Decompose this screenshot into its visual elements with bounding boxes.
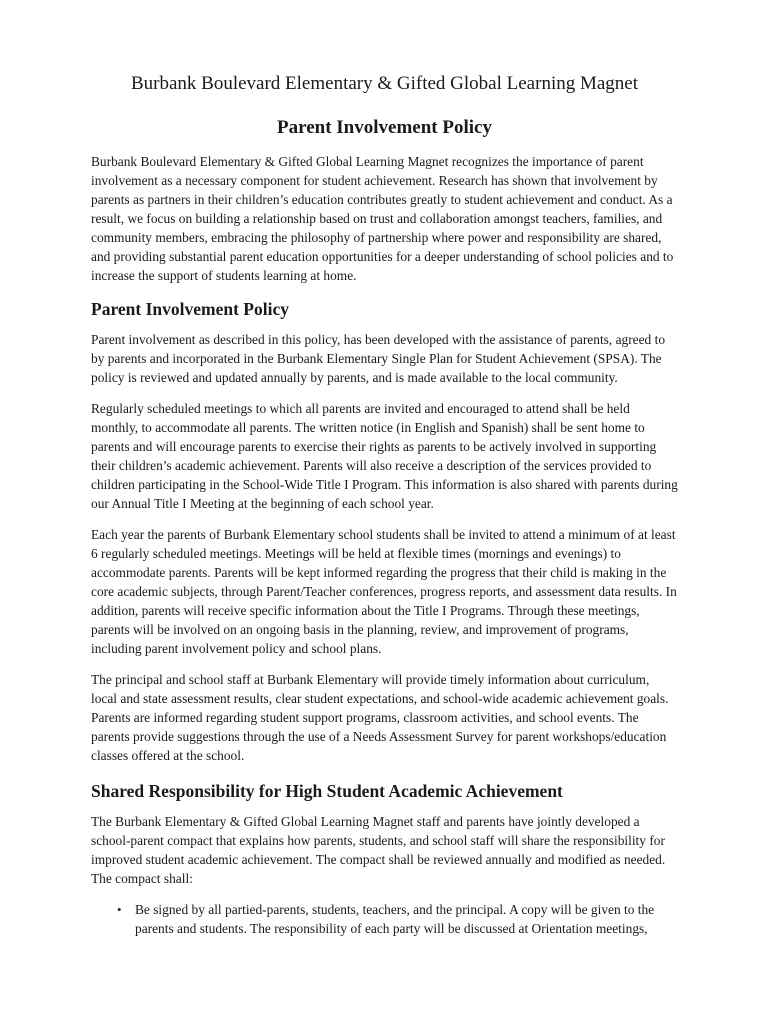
section-heading: Parent Involvement Policy xyxy=(91,299,289,319)
intro-paragraph: Burbank Boulevard Elementary & Gifted Global Learning Magnet recognizes the importance of parent involvement as a necessary component for student achievement. Research has shown that involvement by parents as partners in their children’s education contributes greatly to student achievement and conduct. As a result, we focus on building a relationship based on trust and collaboration amongst teachers, families, and community members, embracing the philosophy of partnership where power and responsibility are shared, and providing substantial parent education opportunities for a deeper understanding of school policies and to increase the support of students learning at home. xyxy=(91,154,674,283)
paragraph: Parent involvement as described in this policy, has been developed with the assistance of parents, agreed to by parents and incorporated in the Burbank Elementary Single Plan for Student Achievement (SPSA). The policy is reviewed and updated annually by parents, and is made available to the local community. xyxy=(91,332,666,385)
section-parent-involvement-policy xyxy=(91,297,678,765)
section-shared-responsibility xyxy=(91,779,678,938)
bullet-icon: • xyxy=(117,902,122,917)
paragraph: Each year the parents of Burbank Elementary school students shall be invited to attend a minimum of at least 6 regularly scheduled meetings. Meetings will be held at flexible times (mornings and evenings) to accommodate parents. Parents will be kept informed regarding the progress that their child is making in the core academic subjects, through Parent/Teacher conferences, progress reports, and assessment data results. In addition, parents will receive specific information about the Title I Programs. Through these meetings, parents will be involved on an ongoing basis in the planning, review, and improvement of programs, including parent involvement policy and school plans. xyxy=(91,527,677,656)
list-item xyxy=(91,900,678,938)
paragraph: The Burbank Elementary & Gifted Global Learning Magnet staff and parents have jointly developed a school-parent compact that explains how parents, students, and school staff will share the responsibility for improved student academic achievement. The compact shall be reviewed annually and modified as needed. The compact shall: xyxy=(91,814,666,886)
list-item-text: Be signed by all partied-parents, students, teachers, and the principal. A copy will be given to the parents and students. The responsibility of each party will be discussed at Orientation meetings, xyxy=(135,902,655,936)
document-subtitle: Parent Involvement Policy xyxy=(277,117,492,138)
compact-bullet-list xyxy=(91,900,678,938)
document-title: Burbank Boulevard Elementary & Gifted Global Learning Magnet xyxy=(130,73,639,94)
paragraph: The principal and school staff at Burbank Elementary will provide timely information about curriculum, local and state assessment results, clear student expectations, and school-wide academic achievement goals. Parents are informed regarding student support programs, classroom activities, and school events. The parents provide suggestions through the use of a Needs Assessment Survey for parent workshops/education classes offered at the school. xyxy=(91,672,669,763)
section-heading: Shared Responsibility for High Student Academic Achievement xyxy=(91,781,563,801)
paragraph: Regularly scheduled meetings to which all parents are invited and encouraged to attend shall be held monthly, to accommodate all parents. The written notice (in English and Spanish) shall be sent home to parents and will encourage parents to exercise their rights as parents to be actively involved in supporting their children’s academic achievement. Parents will also receive a description of the services provided to children participating in the School-Wide Title I Program. This information is also shared with parents during our Annual Title I Meeting at the beginning of each school year. xyxy=(91,401,678,511)
